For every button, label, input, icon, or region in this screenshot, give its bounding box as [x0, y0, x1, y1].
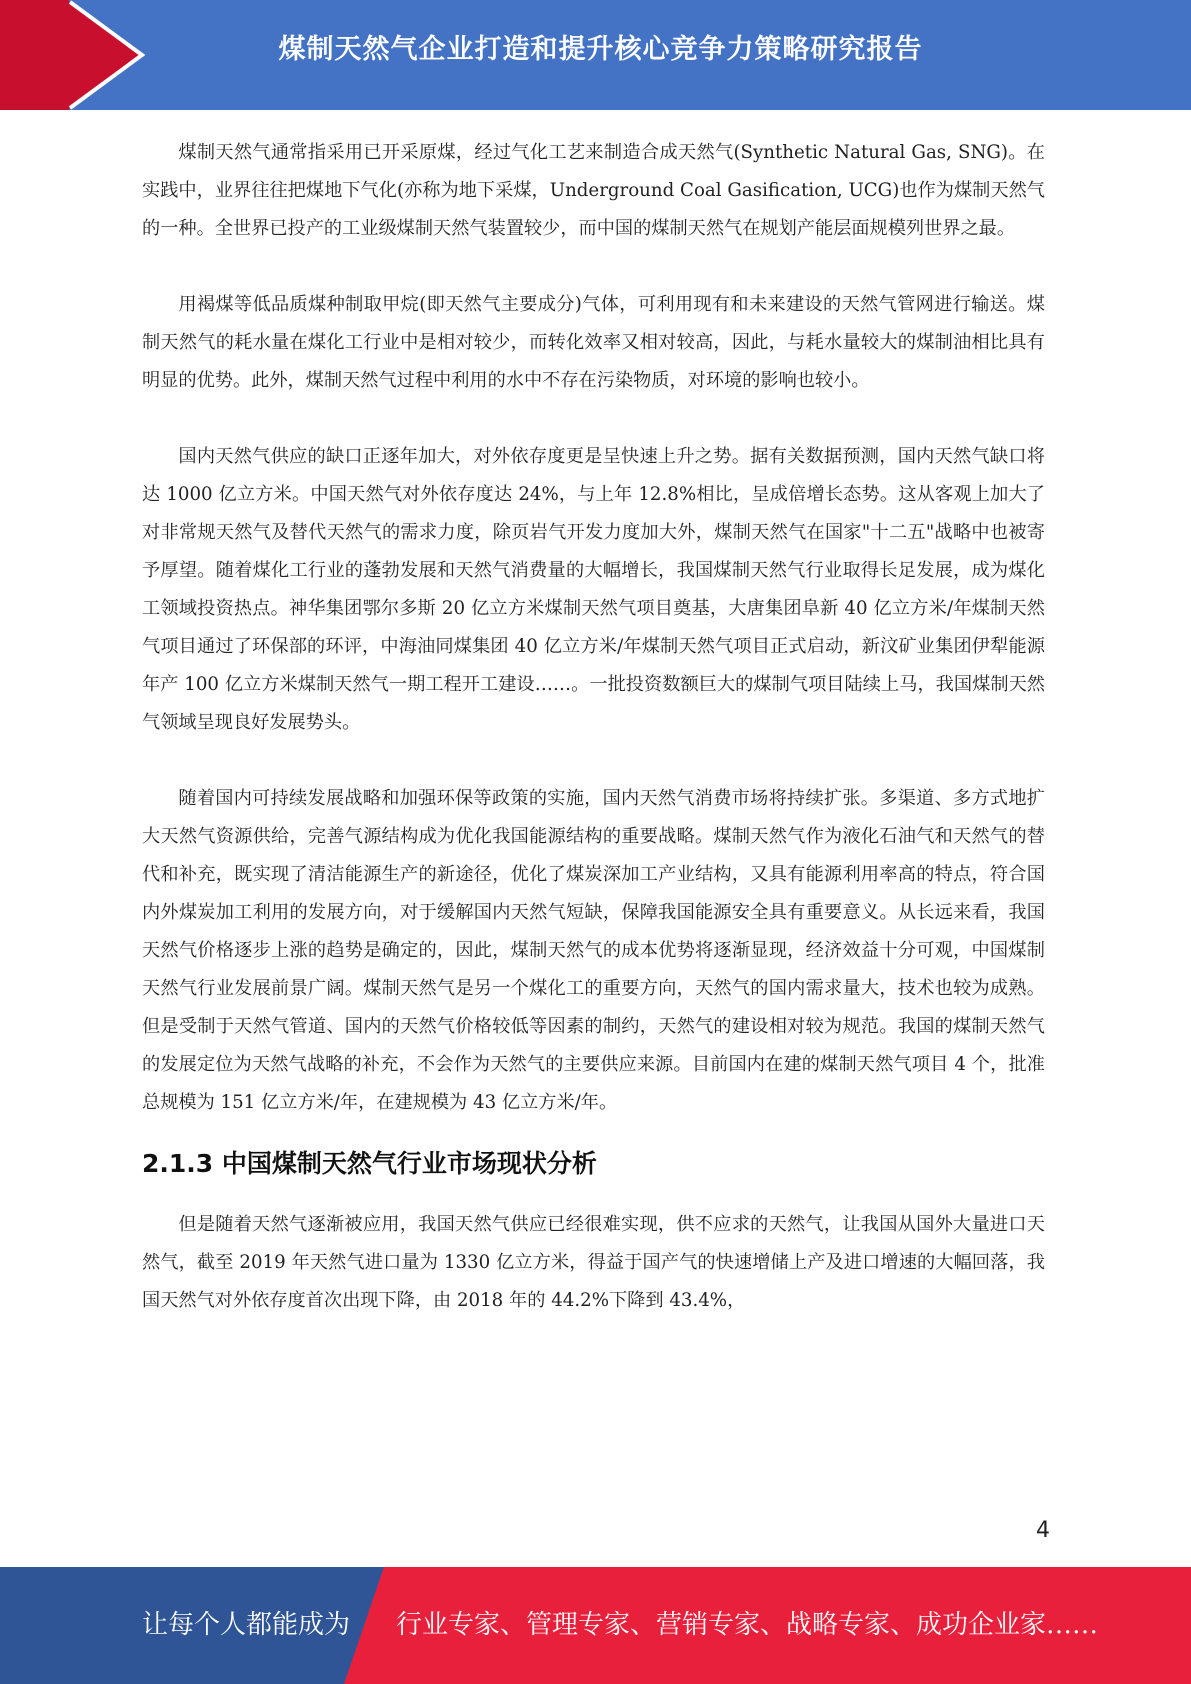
- page-content: [142, 134, 1045, 1358]
- page-number: 4: [1036, 1518, 1050, 1543]
- body-paragraph: 煤制天然气通常指采用已开采原煤，经过气化工艺来制造合成天然气(Synthetic Natural Gas, SNG)。在实践中，业界往往把煤地下气化(亦称为地下采煤，Underground Coal Gasification, UCG)也作为煤制天然气的一种。全世界已投产的工业级煤制天然气装置较少，而中国的煤制天然气在规划产能层面规模列世界之最。: [142, 142, 1045, 239]
- body-paragraph: 国内天然气供应的缺口正逐年加大，对外依存度更是呈快速上升之势。据有关数据预测，国内天然气缺口将达 1000 亿立方米。中国天然气对外依存度达 24%，与上年 12.8%相比，呈成倍增长态势。这从客观上加大了对非常规天然气及替代天然气的需求力度，除页岩气开发力度加大外，煤制天然气在国家"十二五"战略中也被寄予厚望。随着煤化工行业的蓬勃发展和天然气消费量的大幅增长，我国煤制天然气行业取得长足发展，成为煤化工领域投资热点。神华集团鄂尔多斯 20 亿立方米煤制天然气项目奠基，大唐集团阜新 40 亿立方米/年煤制天然气项目通过了环保部的环评，中海油同煤集团 40 亿立方米/年煤制天然气项目正式启动，新汶矿业集团伊犁能源年产 100 亿立方米煤制天然气一期工程开工建设……。一批投资数额巨大的煤制气项目陆续上马，我国煤制天然气领域呈现良好发展势头。: [142, 446, 1045, 733]
- footer-slogan: 让每个人都能成为: [142, 1610, 351, 1640]
- body-paragraph: 随着国内可持续发展战略和加强环保等政策的实施，国内天然气消费市场将持续扩张。多渠道、多方式地扩大天然气资源供给，完善气源结构成为优化我国能源结构的重要战略。煤制天然气作为液化石油气和天然气的替代和补充，既实现了清洁能源生产的新途径，优化了煤炭深加工产业结构，又具有能源利用率高的特点，符合国内外煤炭加工利用的发展方向，对于缓解国内天然气短缺，保障我国能源安全具有重要意义。从长远来看，我国天然气价格逐步上涨的趋势是确定的，因此，煤制天然气的成本优势将逐渐显现，经济效益十分可观，中国煤制天然气行业发展前景广阔。煤制天然气是另一个煤化工的重要方向，天然气的国内需求量大，技术也较为成熟。但是受制于天然气管道、国内的天然气价格较低等因素的制约，天然气的建设相对较为规范。我国的煤制天然气的发展定位为天然气战略的补充，不会作为天然气的主要供应来源。目前国内在建的煤制天然气项目 4 个，批准总规模为 151 亿立方米/年，在建规模为 43 亿立方米/年。: [142, 788, 1045, 1113]
- body-paragraph: 但是随着天然气逐渐被应用，我国天然气供应已经很难实现，供不应求的天然气，让我国从国外大量进口天然气，截至 2019 年天然气进口量为 1330 亿立方米，得益于国产气的快速增储上产及进口增速的大幅回落，我国天然气对外依存度首次出现下降，由 2018 年的 44.2%下降到 43.4%，: [142, 1214, 1045, 1311]
- report-title: 煤制天然气企业打造和提升核心竞争力策略研究报告: [278, 34, 923, 65]
- footer-tagline: 行业专家、管理专家、营销专家、战略专家、成功企业家……: [396, 1610, 1099, 1640]
- body-paragraph: 用褐煤等低品质煤种制取甲烷(即天然气主要成分)气体，可利用现有和未来建设的天然气管网进行输送。煤制天然气的耗水量在煤化工行业中是相对较少，而转化效率又相对较高，因此，与耗水量较大的煤制油相比具有明显的优势。此外，煤制天然气过程中利用的水中不存在污染物质，对环境的影响也较小。: [142, 294, 1045, 391]
- page-header: [0, 0, 1191, 110]
- red-chevron-graphic: [0, 0, 160, 110]
- section-heading: 2.1.3 中国煤制天然气行业市场现状分析: [142, 1149, 597, 1178]
- page-footer: [0, 1567, 1191, 1684]
